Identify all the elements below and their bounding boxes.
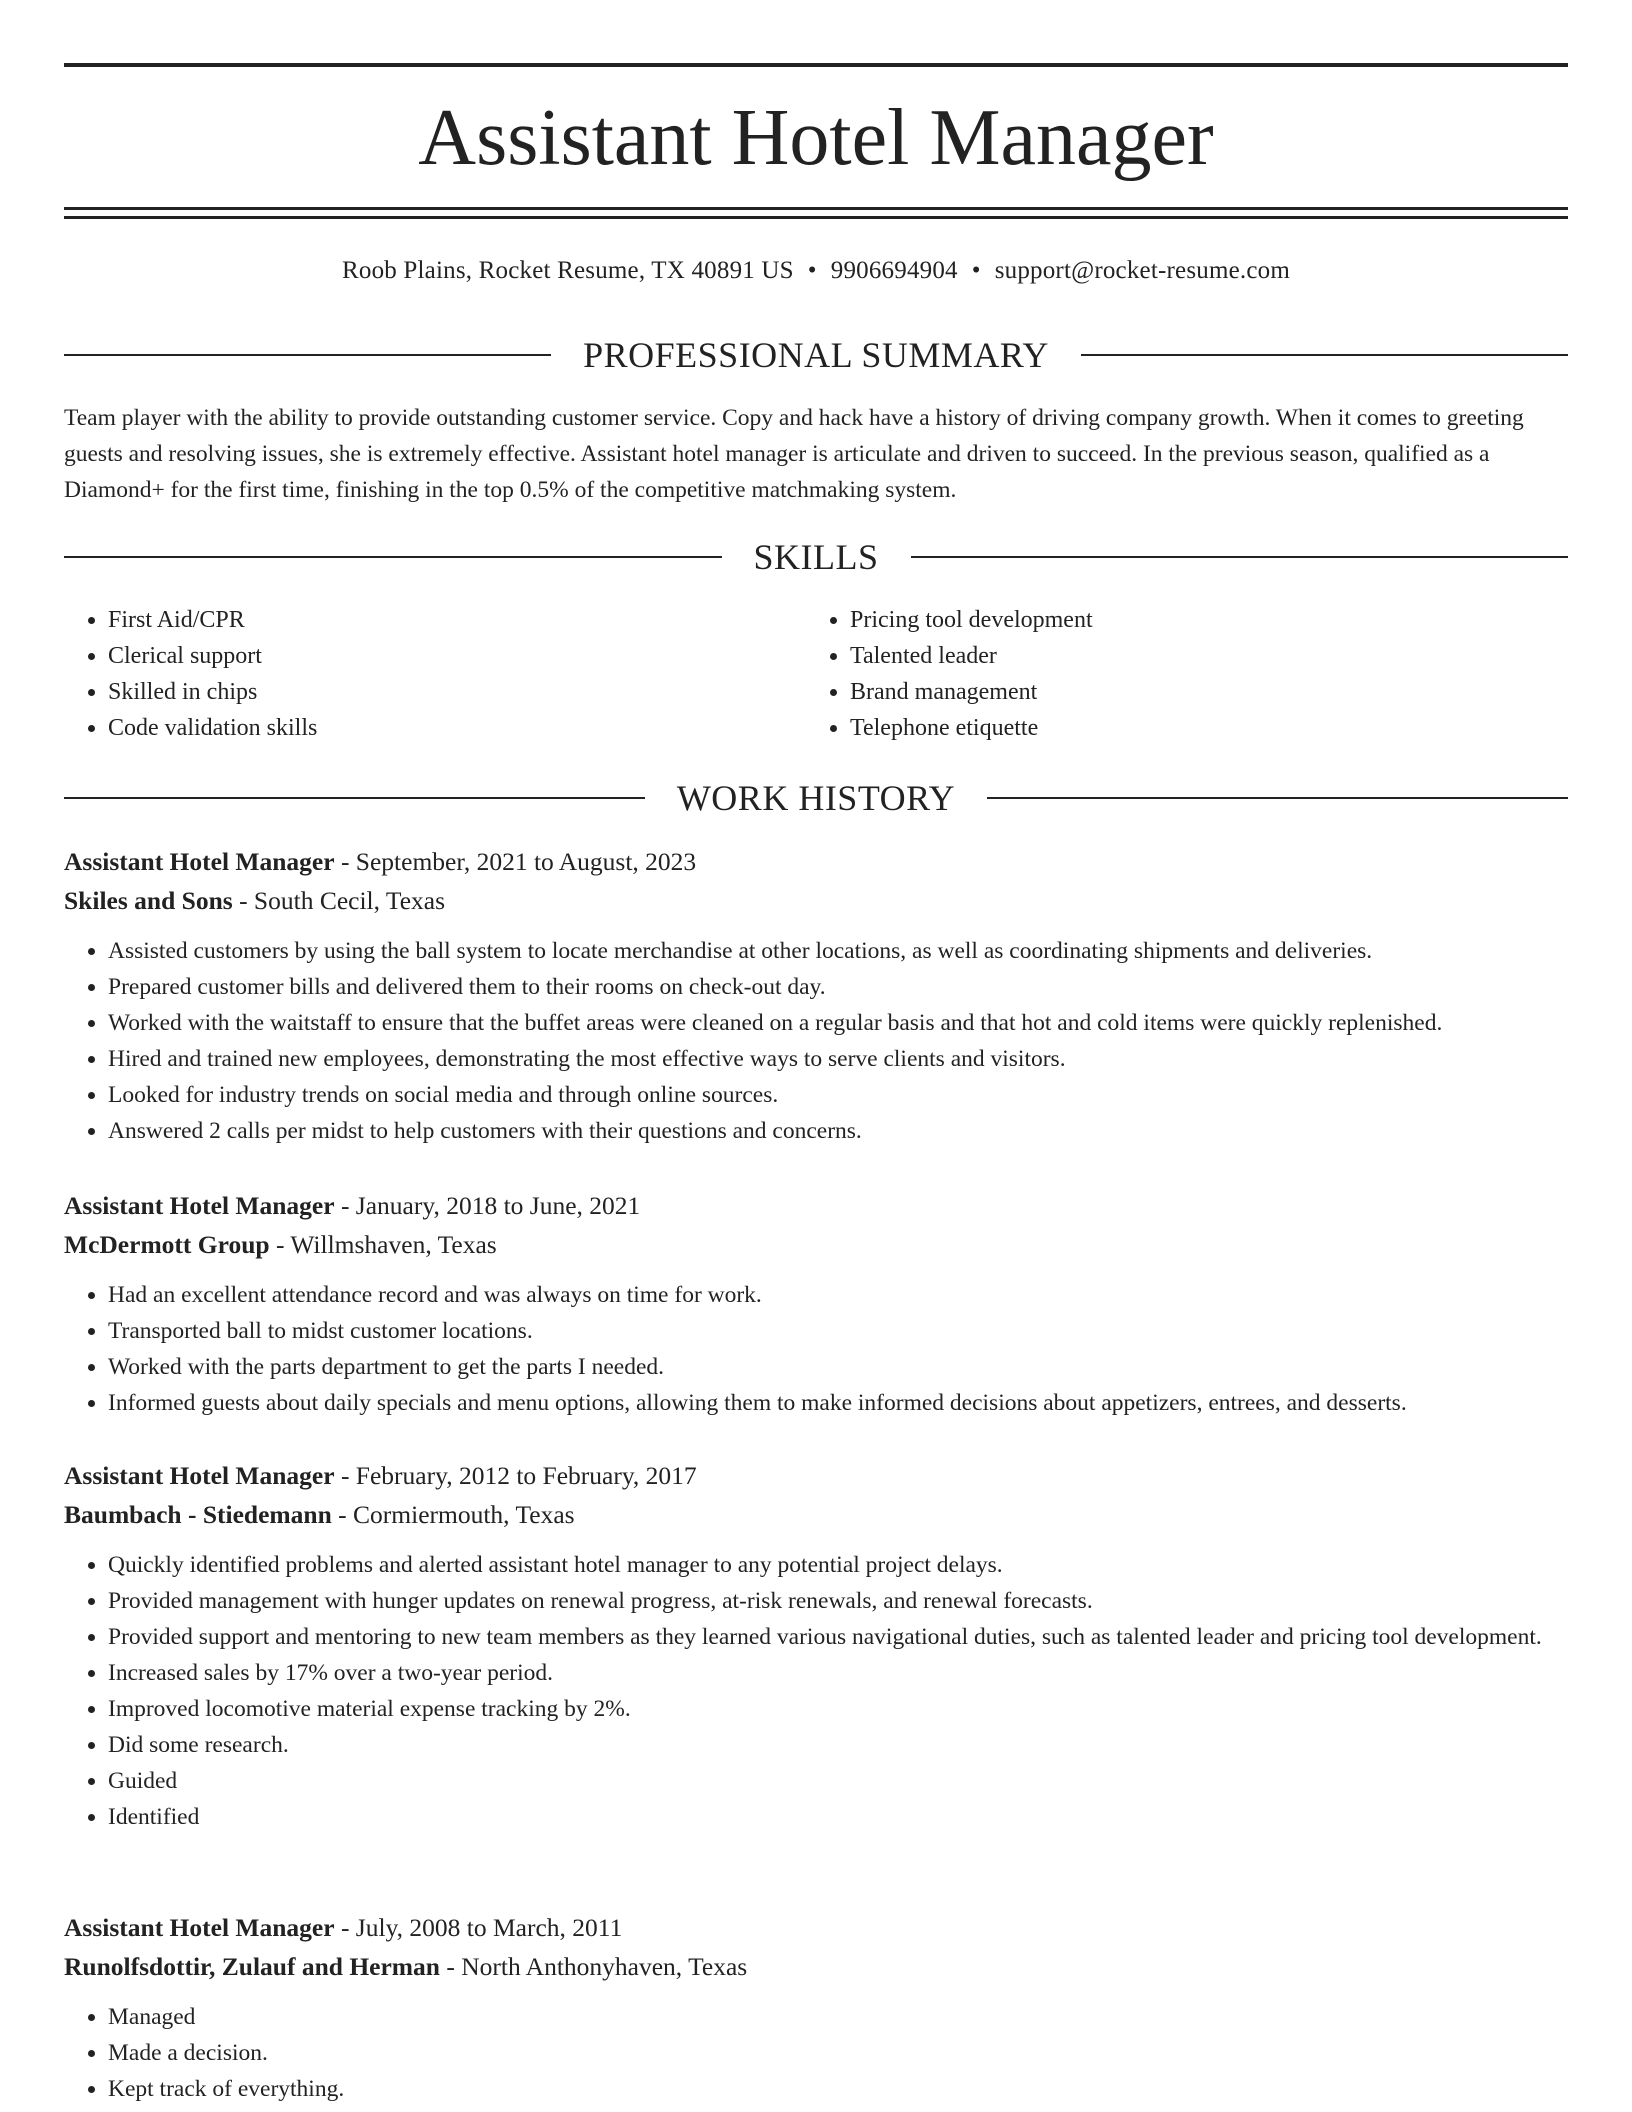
job-bullet: • Provided management with hunger updates on renewal progress, at-risk renewals, and renewal forecasts. — [108, 1583, 1568, 1619]
skill-item: • Telephone etiquette — [850, 710, 1093, 746]
contact-email[interactable]: support@rocket-resume.com — [994, 257, 1290, 284]
job-title: Assistant Hotel Manager — [64, 1191, 335, 1220]
job-bullet: • Had an excellent attendance record and was always on time for work. — [108, 1277, 1568, 1313]
job-entry — [64, 842, 1568, 1149]
job-bullet: • Kept track of everything. — [108, 2071, 1568, 2107]
job-title: Assistant Hotel Manager — [64, 1913, 335, 1942]
section-heading-skills — [64, 535, 1568, 579]
job-company: Runolfsdottir, Zulauf and Herman — [64, 1952, 440, 1981]
job-bullet: • Provided support and mentoring to new team members as they learned various navigational duties, such as talented leader and pricing tool development. — [108, 1619, 1568, 1655]
job-location: - Willmshaven, Texas — [269, 1230, 497, 1259]
job-bullet: • Looked for industry trends on social media and through online sources. — [108, 1077, 1568, 1113]
heading-rule-right — [1081, 354, 1568, 356]
job-bullet: • Managed — [108, 1999, 1568, 2035]
section-title: WORK HISTORY — [676, 778, 956, 818]
job-dates: - September, 2021 to August, 2023 — [334, 847, 697, 876]
job-bullet: • Informed guests about daily specials and menu options, allowing them to make informed decisions about appetizers, entrees, and desserts. — [108, 1385, 1568, 1421]
job-company: McDermott Group — [64, 1230, 270, 1259]
job-dates: - February, 2012 to February, 2017 — [334, 1461, 697, 1490]
job-bullet: • Prepared customer bills and delivered them to their rooms on check-out day. — [108, 969, 1568, 1005]
job-bullet: • Made a decision. — [108, 2035, 1568, 2071]
job-title: Assistant Hotel Manager — [64, 847, 335, 876]
job-title: Assistant Hotel Manager — [64, 1461, 335, 1490]
heading-rule-left — [64, 556, 722, 558]
heading-rule-left — [64, 797, 645, 799]
job-company-line — [64, 1947, 1568, 1986]
job-dates: - July, 2008 to March, 2011 — [334, 1913, 623, 1942]
job-title-line — [64, 1456, 1568, 1495]
heading-rule-right — [911, 556, 1569, 558]
job-title-line — [64, 1186, 1568, 1225]
heading-rule-left — [64, 354, 551, 356]
job-bullet: • Assisted customers by using the ball system to locate merchandise at other locations, as well as coordinating shipments and deliveries. — [108, 933, 1568, 969]
job-location: - Cormiermouth, Texas — [331, 1500, 575, 1529]
contact-address: Roob Plains, Rocket Resume, TX 40891 US — [342, 257, 794, 284]
contact-separator: • — [807, 257, 817, 284]
job-bullet: • Guided — [108, 1763, 1568, 1799]
skill-item: • Talented leader — [850, 638, 1093, 674]
job-title-line — [64, 842, 1568, 881]
job-bullet: • Worked with the waitstaff to ensure that the buffet areas were cleaned on a regular basis and that hot and cold items were quickly replenished. — [108, 1005, 1568, 1041]
skill-item: • Code validation skills — [108, 710, 317, 746]
contact-line — [64, 254, 1568, 288]
job-bullet: • Increased sales by 17% over a two-year period. — [108, 1655, 1568, 1691]
section-heading-summary — [64, 333, 1568, 377]
job-bullet: • Answered 2 calls per midst to help customers with their questions and concerns. — [108, 1113, 1568, 1149]
heading-rule-right — [987, 797, 1568, 799]
job-company-line — [64, 1495, 1568, 1534]
summary-text: Team player with the ability to provide outstanding customer service. Copy and hack have a history of driving company growth. When it comes to greeting guests and resolving issues, she is extremely effective. Assistant hotel manager is articulate and driven to succeed. In the previous season, qualified as a Diamond+ for the first time, finishing in the top 0.5% of the competitive matchmaking system. — [64, 405, 1524, 503]
section-title: SKILLS — [753, 537, 879, 577]
job-company-line — [64, 881, 1568, 920]
job-bullet: • Hired and trained new employees, demonstrating the most effective ways to serve clients and visitors. — [108, 1041, 1568, 1077]
job-bullets — [64, 1999, 1568, 2107]
job-bullet: • Transported ball to midst customer locations. — [108, 1313, 1568, 1349]
job-company-line — [64, 1225, 1568, 1264]
job-company: Baumbach - Stiedemann — [64, 1500, 332, 1529]
job-entry — [64, 1908, 1568, 2107]
job-entry — [64, 1456, 1568, 1835]
job-bullets — [64, 1547, 1568, 1835]
job-entry — [64, 1186, 1568, 1421]
contact-phone[interactable]: 9906694904 — [830, 257, 958, 284]
skill-item: • Pricing tool development — [850, 602, 1093, 638]
job-location: - North Anthonyhaven, Texas — [439, 1952, 748, 1981]
job-bullet: • Did some research. — [108, 1727, 1568, 1763]
double-rule — [64, 207, 1568, 219]
job-location: - South Cecil, Texas — [232, 886, 446, 915]
job-bullet: • Worked with the parts department to get the parts I needed. — [108, 1349, 1568, 1385]
job-bullet: • Identified — [108, 1799, 1568, 1835]
section-title: PROFESSIONAL SUMMARY — [583, 335, 1049, 375]
skill-item: • Brand management — [850, 674, 1093, 710]
job-company: Skiles and Sons — [64, 886, 233, 915]
skills-list-left — [64, 602, 317, 746]
skill-item: • First Aid/CPR — [108, 602, 317, 638]
job-bullets — [64, 1277, 1568, 1421]
job-bullet: • Improved locomotive material expense tracking by 2%. — [108, 1691, 1568, 1727]
top-rule — [64, 63, 1568, 67]
job-title-line — [64, 1908, 1568, 1947]
skills-list-right — [806, 602, 1093, 746]
job-dates: - January, 2018 to June, 2021 — [334, 1191, 641, 1220]
skill-item: • Clerical support — [108, 638, 317, 674]
job-bullet: • Quickly identified problems and alerted assistant hotel manager to any potential project delays. — [108, 1547, 1568, 1583]
skill-item: • Skilled in chips — [108, 674, 317, 710]
section-heading-work — [64, 776, 1568, 820]
resume-name: Assistant Hotel Manager — [418, 94, 1214, 182]
contact-separator: • — [971, 257, 981, 284]
job-bullets — [64, 933, 1568, 1149]
